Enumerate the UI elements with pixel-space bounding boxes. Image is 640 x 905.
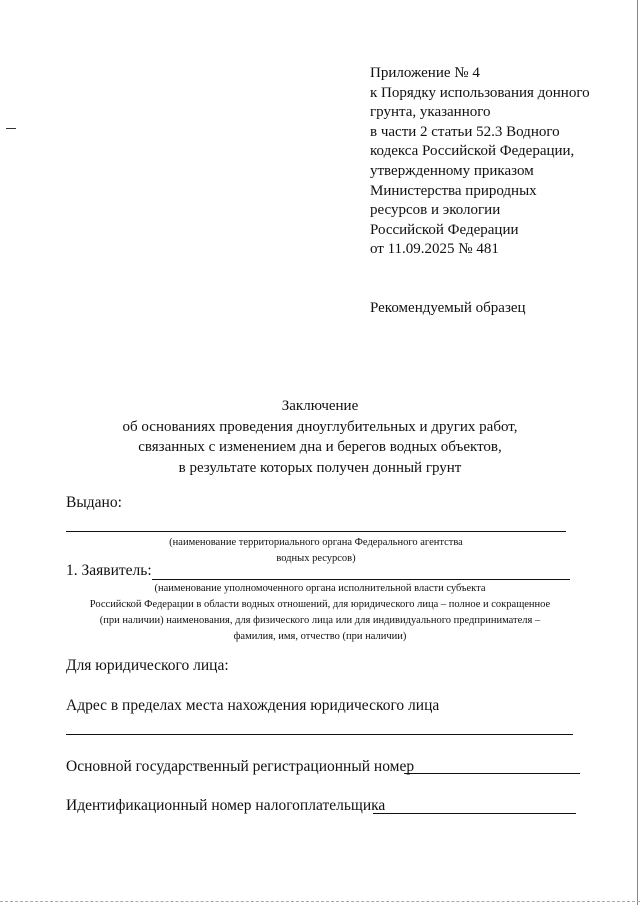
appendix-line: утвержденному приказом — [370, 162, 534, 179]
scan-edge-bottom — [0, 901, 640, 902]
appendix-line: к Порядку использования донного — [370, 84, 590, 101]
appendix-header — [370, 64, 590, 260]
appendix-line: Министерства природных — [370, 182, 537, 199]
appendix-line: Российской Федерации — [370, 221, 519, 238]
title-line: в результате которых получен донный грунт — [178, 459, 462, 476]
applicant-caption — [0, 581, 640, 645]
caption-line: (при наличии) наименования, для физического лица или для индивидуального предпринимателя – — [99, 615, 541, 626]
caption-line: фамилия, имя, отчество (при наличии) — [233, 631, 407, 642]
ogrn-label: Основной государственный регистрационный номер — [66, 758, 415, 775]
title-line: связанных с изменением дна и берегов водных объектов, — [138, 439, 502, 455]
appendix-line: Приложение № 4 — [370, 65, 480, 81]
appendix-line: в части 2 статьи 52.3 Водного — [370, 123, 560, 140]
title-line: об основаниях проведения дноуглубительных и других работ, — [122, 418, 518, 435]
appendix-line: от 11.09.2025 № 481 — [370, 241, 499, 258]
issued-fill-line[interactable] — [66, 531, 566, 532]
caption-line: (наименование территориального органа Федерального агентства — [169, 537, 463, 548]
address-fill-line[interactable] — [66, 734, 573, 735]
sample-label: Рекомендуемый образец — [370, 300, 526, 316]
legal-entity-heading: Для юридического лица: — [66, 657, 229, 674]
caption-line: Российской Федерации в области водных отношений, для юридического лица – полное и сокращенное — [89, 599, 551, 610]
appendix-line: грунта, указанного — [370, 104, 491, 121]
caption-line: водных ресурсов) — [276, 553, 356, 564]
applicant-fill-line[interactable] — [152, 579, 570, 580]
document-title — [0, 396, 640, 478]
applicant-label: 1. Заявитель: — [66, 562, 152, 579]
title-line: Заключение — [281, 398, 359, 414]
issued-label: Выдано: — [66, 494, 122, 511]
ogrn-row — [66, 758, 414, 776]
appendix-line: кодекса Российской Федерации, — [370, 143, 575, 160]
scan-margin-mark — [6, 128, 16, 129]
inn-label: Идентификационный номер налогоплательщика — [66, 797, 386, 814]
ogrn-fill-line[interactable] — [404, 773, 580, 774]
caption-line: (наименование уполномоченного органа исполнительной власти субъекта — [154, 583, 486, 594]
address-label: Адрес в пределах места нахождения юридического лица — [66, 697, 440, 714]
inn-row — [66, 797, 385, 815]
applicant-row — [66, 562, 152, 580]
inn-fill-line[interactable] — [373, 813, 576, 814]
appendix-line: ресурсов и экологии — [370, 202, 501, 219]
